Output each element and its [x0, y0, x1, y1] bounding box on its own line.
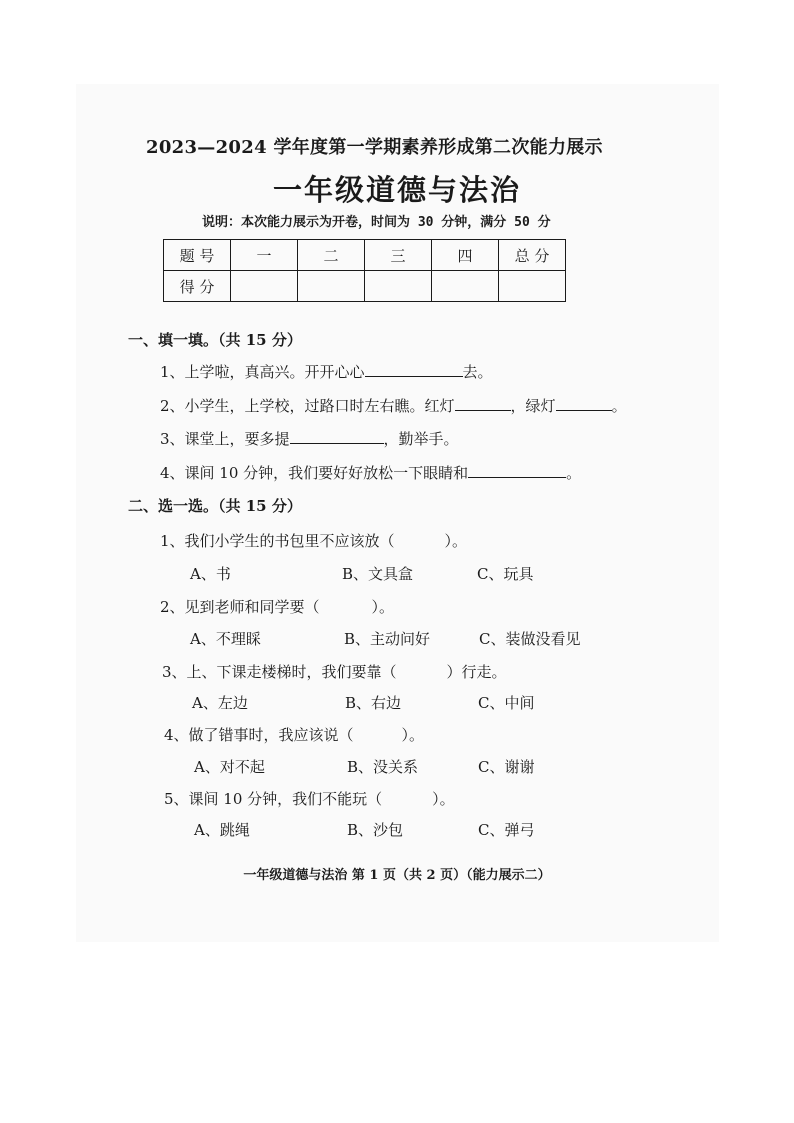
score-table-score-row — [164, 271, 566, 302]
question-text: ，勤举手。 — [383, 430, 459, 448]
question-text: 3、课堂上，要多提 — [160, 430, 290, 448]
answer-blank[interactable] — [468, 462, 566, 478]
question-text: 2、见到老师和同学要（ — [160, 598, 320, 616]
score-cell-section-2: 二 — [298, 240, 365, 271]
section1-heading: 一、填一填。（共 15 分） — [128, 331, 302, 349]
option-a[interactable]: A、跳绳 — [194, 821, 250, 839]
choice-question-1 — [160, 530, 467, 551]
option-c[interactable]: C、玩具 — [477, 565, 534, 583]
page-footer: 一年级道德与法治 第 1 页（共 2 页）（能力展示二） — [243, 868, 551, 883]
question-text: 2、小学生，上学校，过路口时左右瞧。红灯 — [160, 397, 455, 415]
answer-blank[interactable] — [365, 361, 463, 377]
question-text: 。 — [611, 397, 627, 415]
score-cell-label: 题 号 — [164, 240, 231, 271]
option-a[interactable]: A、对不起 — [194, 758, 265, 776]
fill-question-1 — [160, 361, 493, 382]
option-b[interactable]: B、没关系 — [347, 758, 419, 776]
score-input-total[interactable] — [499, 271, 566, 302]
option-b[interactable]: B、右边 — [345, 694, 402, 712]
option-b[interactable]: B、主动问好 — [344, 630, 431, 648]
option-a[interactable]: A、书 — [190, 565, 231, 583]
answer-blank[interactable] — [290, 428, 384, 444]
fill-question-3 — [160, 428, 459, 449]
question-text: 5、课间 10 分钟，我们不能玩（ — [164, 790, 383, 808]
option-c[interactable]: C、谢谢 — [478, 758, 535, 776]
fill-question-2 — [160, 395, 627, 416]
score-input-1[interactable] — [231, 271, 298, 302]
question-text: ）行走。 — [446, 663, 507, 681]
choice-question-2 — [160, 596, 394, 617]
question-text: ）。 — [371, 598, 395, 616]
score-cell-section-1: 一 — [231, 240, 298, 271]
score-row-label: 得 分 — [164, 271, 231, 302]
question-text: 去。 — [462, 363, 493, 381]
option-b[interactable]: B、沙包 — [347, 821, 404, 839]
answer-blank[interactable] — [455, 395, 511, 411]
question-text: 3、上、下课走楼梯时，我们要靠（ — [162, 663, 397, 681]
exam-title: 一年级道德与法治 — [272, 173, 521, 207]
question-text: ）。 — [432, 790, 455, 808]
option-b[interactable]: B、文具盒 — [342, 565, 414, 583]
question-text: 4、做了错事时，我应该说（ — [164, 726, 354, 744]
choice-question-5 — [164, 788, 455, 809]
question-text: 4、课间 10 分钟，我们要好好放松一下眼睛和 — [160, 464, 469, 482]
score-table-header-row — [164, 240, 566, 271]
question-text: 。 — [566, 464, 582, 482]
option-c[interactable]: C、弹弓 — [478, 821, 535, 839]
question-text: ，绿灯 — [510, 397, 556, 415]
question-text: ）。 — [401, 726, 425, 744]
question-text: ）。 — [444, 532, 468, 550]
option-c[interactable]: C、装做没看见 — [479, 630, 581, 648]
score-cell-total: 总 分 — [499, 240, 566, 271]
fill-question-4 — [160, 462, 581, 483]
score-cell-section-4: 四 — [432, 240, 499, 271]
question-text: 1、上学啦，真高兴。开开心心 — [160, 363, 365, 381]
score-input-2[interactable] — [298, 271, 365, 302]
score-cell-section-3: 三 — [365, 240, 432, 271]
option-a[interactable]: A、不理睬 — [190, 630, 261, 648]
score-input-4[interactable] — [432, 271, 499, 302]
section2-heading: 二、选一选。（共 15 分） — [128, 497, 302, 515]
score-table — [163, 239, 566, 302]
exam-header: 2023—2024 学年度第一学期素养形成第二次能力展示 — [146, 137, 603, 158]
option-a[interactable]: A、左边 — [192, 694, 248, 712]
exam-instructions: 说明：本次能力展示为开卷，时间为 30 分钟，满分 50 分 — [202, 215, 551, 230]
choice-question-3 — [162, 661, 507, 682]
option-c[interactable]: C、中间 — [478, 694, 535, 712]
question-text: 1、我们小学生的书包里不应该放（ — [160, 532, 395, 550]
choice-question-4 — [164, 724, 424, 745]
score-input-3[interactable] — [365, 271, 432, 302]
answer-blank[interactable] — [556, 395, 612, 411]
